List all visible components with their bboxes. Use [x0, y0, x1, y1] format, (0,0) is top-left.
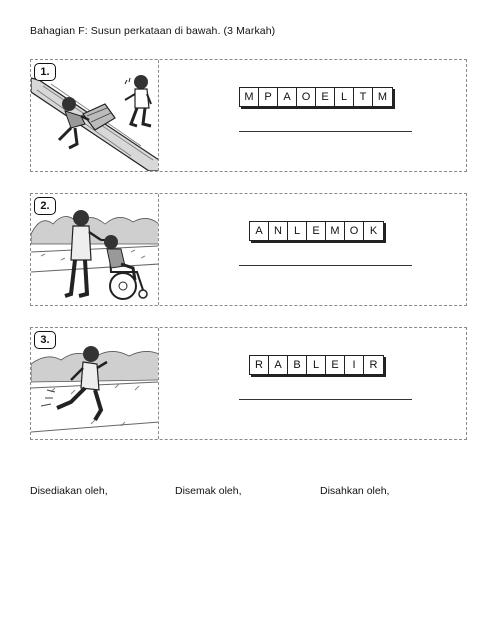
- letter-tiles: [249, 355, 384, 375]
- question-number: 1.: [34, 63, 56, 81]
- section-title: Bahagian F: Susun perkataan di bawah. (3 Markah): [30, 25, 276, 37]
- letter-tile: A: [250, 222, 269, 240]
- letter-tile: E: [316, 88, 335, 106]
- letter-tile: K: [364, 222, 383, 240]
- letter-tiles: [249, 221, 384, 241]
- answer-line[interactable]: [239, 131, 412, 132]
- letter-tiles: [239, 87, 393, 107]
- letter-tile: O: [345, 222, 364, 240]
- letter-tile: L: [307, 356, 326, 374]
- letter-tile: E: [307, 222, 326, 240]
- prepared-by-label: Disediakan oleh,: [30, 485, 108, 497]
- letter-tile: L: [335, 88, 354, 106]
- question-number: 3.: [34, 331, 56, 349]
- question-row-3: [30, 327, 467, 440]
- letter-tile: E: [326, 356, 345, 374]
- letter-tile: M: [240, 88, 259, 106]
- checked-by-label: Disemak oleh,: [175, 485, 242, 497]
- question-number: 2.: [34, 197, 56, 215]
- question-2-illustration: [31, 194, 159, 305]
- question-3-illustration: [31, 328, 159, 439]
- letter-tile: N: [269, 222, 288, 240]
- letter-tile: T: [354, 88, 373, 106]
- letter-tile: O: [297, 88, 316, 106]
- question-1-illustration: [31, 60, 159, 171]
- approved-by-label: Disahkan oleh,: [320, 485, 390, 497]
- letter-tile: A: [269, 356, 288, 374]
- answer-line[interactable]: [239, 265, 412, 266]
- letter-tile: L: [288, 222, 307, 240]
- letter-tile: B: [288, 356, 307, 374]
- question-row-2: [30, 193, 467, 306]
- letter-tile: R: [364, 356, 383, 374]
- letter-tile: R: [250, 356, 269, 374]
- letter-tile: M: [326, 222, 345, 240]
- answer-line[interactable]: [239, 399, 412, 400]
- letter-tile: M: [373, 88, 392, 106]
- letter-tile: P: [259, 88, 278, 106]
- letter-tile: A: [278, 88, 297, 106]
- letter-tile: I: [345, 356, 364, 374]
- question-row-1: [30, 59, 467, 172]
